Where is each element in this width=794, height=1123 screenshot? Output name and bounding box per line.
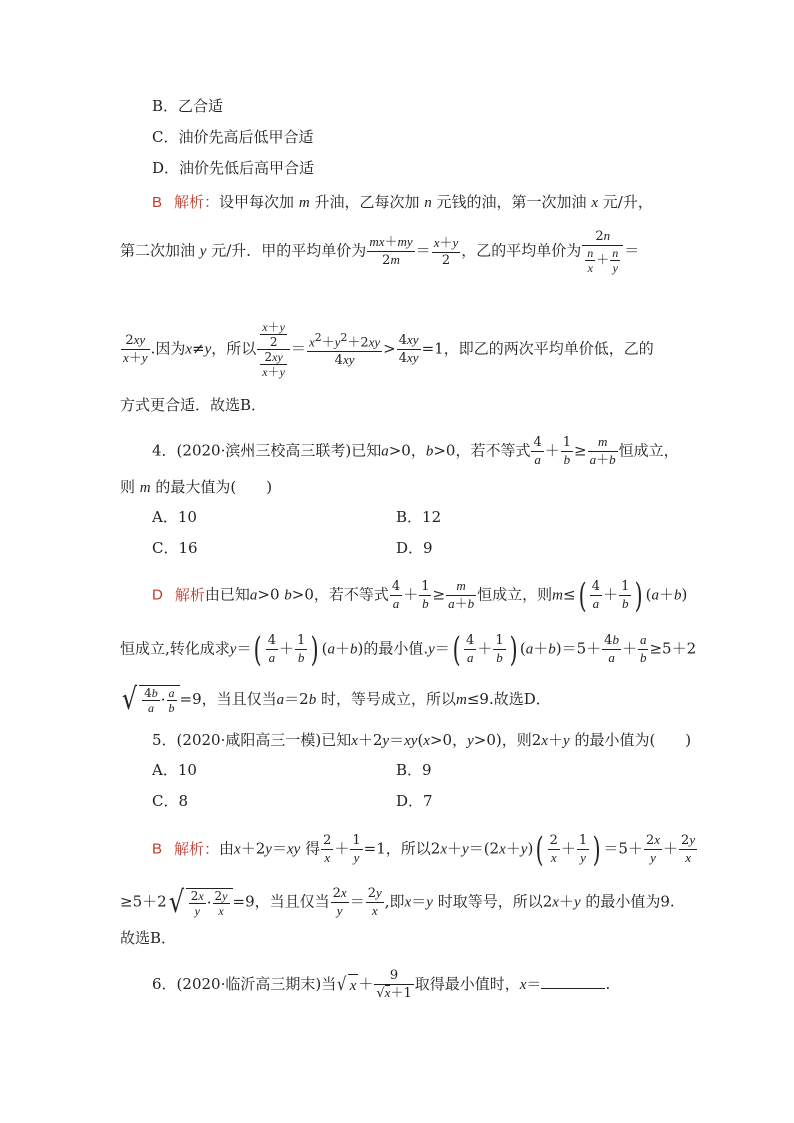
text: =9，当且仅当 (232, 892, 330, 911)
text: 取得最小值时， (414, 975, 520, 993)
fraction: $\frac{2x}{y}$ (332, 885, 347, 918)
q5-option-a: A．10 (152, 761, 197, 779)
q5-option-b: B．9 (396, 761, 432, 779)
q5-stem: 5．(2020·咸阳高三一模)已知x＋2y＝xy(x>0，y>0)，则2x＋y 的最小值为( ) (152, 731, 692, 749)
q5-solution-line-1: B 解析：由x＋2y＝xy 得 $\frac{2}{x}$ ＋ $\frac{1}{y}$ =1，所以2x＋y＝(2x＋y)( $\frac{2}{x}$ ＋ $\frac{1}{y}$ ) ＝5＋ $\frac{2x}{y}$ ＋ $\frac{2y}{x}$ (152, 829, 696, 870)
text: ，所以 (211, 339, 257, 358)
fraction: $\frac{a}{b}$ (639, 632, 647, 665)
q3-solution-line-1: B 解析：设甲每次加 m 升油，乙每次加 n 元钱的油，第一次加油 x 元/升， (152, 193, 653, 211)
fraction: $\frac{9}{√x+1}$ (376, 968, 412, 1001)
fraction: $\frac{4}{a}$ (391, 578, 401, 611)
fraction: $\frac{2}{x}$ (323, 832, 332, 865)
fraction: $\frac{4xy}{4xy}$ (398, 332, 419, 366)
fraction: $\frac{1}{y}$ (578, 832, 588, 865)
text: ，若不等式 (455, 441, 531, 460)
q5-solution-line-2: ≥5＋2√ $\frac{2x}{y}$ · $\frac{2y}{x}$ =9，当且仅当 $\frac{2x}{y}$ ＝ $\frac{2y}{x}$ ,即x＝y 时取等号，所以2x＋y 的最小值为9. (120, 884, 675, 920)
text: 时，等号成立，所以 (321, 690, 457, 708)
q4-solution-line-1: D 解析由已知a>0 b>0，若不等式 $\frac{4}{a}$ ＋ $\frac{1}{b}$ ≥ $\frac{m}{a+b}$ 恒成立，则m≤( $\frac{4}{a}$ ＋ $\frac{1}{b}$ ) (a＋b) (152, 575, 688, 616)
square-root: √ $\frac{2x}{y}$ · $\frac{2y}{x}$ (167, 888, 233, 918)
q4-solution-label: 解析 (174, 585, 205, 604)
text: 恒成立,转化成求 (120, 639, 230, 658)
text: 元/升， (602, 193, 653, 211)
text: 的最小值为9. (585, 892, 675, 911)
q4-answer: D (152, 586, 163, 604)
fraction: $\frac{1}{b}$ (421, 578, 430, 611)
q4-solution-line-3: √ $\frac{4b}{a}$ · $\frac{a}{b}$ =9，当且仅当a＝2b 时，等号成立，所以m≤9.故选D． (121, 682, 551, 717)
fraction: $\frac{2y}{x}$ (367, 885, 382, 918)
text: 的最小值. (363, 639, 429, 658)
text: 升油，乙每次加 (314, 193, 420, 211)
text: 的最小值为( ) (574, 731, 692, 749)
fraction: $\frac{4b}{a}$ (604, 632, 619, 665)
text: 设甲每次加 (219, 193, 295, 211)
fraction: $\frac{1}{b}$ (495, 632, 504, 665)
fraction: $\frac{4}{a}$ (267, 632, 277, 665)
text: 得 (305, 839, 321, 858)
fraction: $\frac{mx+my}{2m}$ (369, 234, 413, 268)
q5-answer: B (152, 840, 163, 858)
q4-stem-line-1: 4．(2020·滨州三校高三联考)已知a>0，b>0，若不等式 $\frac{4}{a}$ ＋ $\frac{1}{b}$ ≥ $\frac{m}{a+b}$ 恒成立， (152, 434, 679, 468)
fraction: $\frac{x^2+y^2+2xy}{4xy}$ (308, 330, 381, 369)
q4-stem-line-2: 则 m 的最大值为( ) (120, 478, 273, 496)
fraction: $\frac{1}{b}$ (562, 434, 572, 467)
fraction: $\frac{1}{y}$ (352, 832, 361, 865)
text: .故选D． (488, 690, 551, 708)
text: .因为 (150, 339, 186, 358)
text: 6．(2020·临沂高三期末)当 (152, 975, 337, 993)
fraction: 2n $\frac{n}{x}$ ＋ $\frac{n}{y}$ (582, 228, 623, 275)
text: 由 (219, 839, 235, 858)
q4-option-b: B．12 (396, 508, 442, 526)
complex-fraction: $\frac{\frac{x+y}{2}}{\frac{2xy}{x+y}}$ (257, 320, 290, 379)
text: 4．(2020·滨州三校高三联考)已知 (152, 441, 382, 460)
q3-solution-line-2: 第二次加油 y 元/升．甲的平均单价为 $\frac{mx+my}{2m}$ ＝ $\frac{x+y}{2}$ ，乙的平均单价为 2n $\frac{n}{x}$ ＋ $\frac{n}{y}$ ＝ (120, 228, 640, 275)
text: . (605, 975, 611, 993)
fraction: $\frac{2}{x}$ (549, 832, 558, 865)
text: 时取等号，所以 (437, 892, 543, 911)
fraction: $\frac{4}{a}$ (533, 434, 542, 467)
q3-option-d: D．油价先低后高甲合适 (152, 159, 315, 177)
q3-answer: B (152, 194, 163, 211)
text: =9，当且仅当 (179, 690, 277, 708)
fraction: $\frac{x+y}{2}$ (433, 234, 459, 268)
fraction: $\frac{2y}{x}$ (681, 832, 696, 865)
q5-solution-label: 解析： (174, 839, 220, 858)
text: ,即 (384, 892, 405, 911)
text: 第二次加油 (120, 241, 196, 260)
q5-solution-line-3: 故选B． (120, 929, 177, 947)
text: 恒成立，则 (477, 585, 553, 604)
text: =1，所以 (363, 839, 431, 858)
q4-option-a: A．10 (152, 508, 197, 526)
text: 的最大值为( ) (155, 478, 273, 496)
text: =1，即乙的两次平均单价低，乙的 (421, 339, 654, 358)
q6-stem: 6．(2020·临沂高三期末)当√ x ＋ $\frac{9}{√x+1}$ 取得最小值时，x＝ . (152, 968, 611, 1001)
q4-solution-line-2: 恒成立,转化成求y＝( $\frac{4}{a}$ ＋ $\frac{1}{b}$ ) (a＋b)的最小值.y＝( $\frac{4}{a}$ ＋ $\frac{1}{b}$ ) (a＋b)＝5＋ $\frac{4b}{a}$ ＋ $\frac{a}{b}$ ≥5＋2 (120, 629, 697, 670)
q3-solution-line-3: $\frac{2xy}{x+y}$ .因为x≠y，所以 $\frac{\frac{x+y}{2}}{\frac{2xy}{x+y}}$ ＝ $\frac{x^2+y^2+2xy}{4xy}$ > $\frac{4xy}{4xy}$ =1，即乙的两次平均单价低，乙的 (123, 320, 654, 379)
fraction: $\frac{2x}{y}$ (645, 832, 661, 865)
fraction: $\frac{m}{a+b}$ (589, 434, 616, 468)
q3-solution-line-4: 方式更合适．故选B． (120, 396, 267, 414)
q4-option-c: C．16 (152, 539, 198, 557)
square-root: √ x (337, 974, 357, 995)
fraction: $\frac{1}{b}$ (621, 578, 630, 611)
q3-option-c: C．油价先高后低甲合适 (152, 128, 314, 146)
answer-blank (541, 974, 605, 989)
text: 则 (120, 478, 136, 496)
fraction: $\frac{4}{a}$ (591, 578, 601, 611)
text: 恒成立， (618, 441, 679, 460)
q4-option-d: D．9 (396, 539, 433, 557)
q5-option-c: C．8 (152, 792, 189, 810)
text: ，乙的平均单价为 (461, 241, 582, 260)
q3-option-b: B．乙合适 (152, 97, 224, 115)
fraction: $\frac{4}{a}$ (466, 632, 475, 665)
fraction: $\frac{m}{a+b}$ (448, 578, 475, 612)
square-root: √ $\frac{4b}{a}$ · $\frac{a}{b}$ (120, 685, 180, 715)
fraction: $\frac{1}{b}$ (297, 632, 306, 665)
text: 5．(2020·咸阳高三一模)已知 (152, 731, 352, 749)
q5-option-d: D．7 (396, 792, 433, 810)
text: 元钱的油，第一次加油 (436, 193, 587, 211)
q3-solution-label: 解析： (174, 193, 220, 211)
text: 元/升．甲的平均单价为 (211, 241, 367, 260)
text: ，若不等式 (313, 585, 389, 604)
fraction: $\frac{2xy}{x+y}$ (123, 332, 148, 366)
text: 由已知 (204, 585, 250, 604)
text: ，则 (501, 731, 532, 749)
